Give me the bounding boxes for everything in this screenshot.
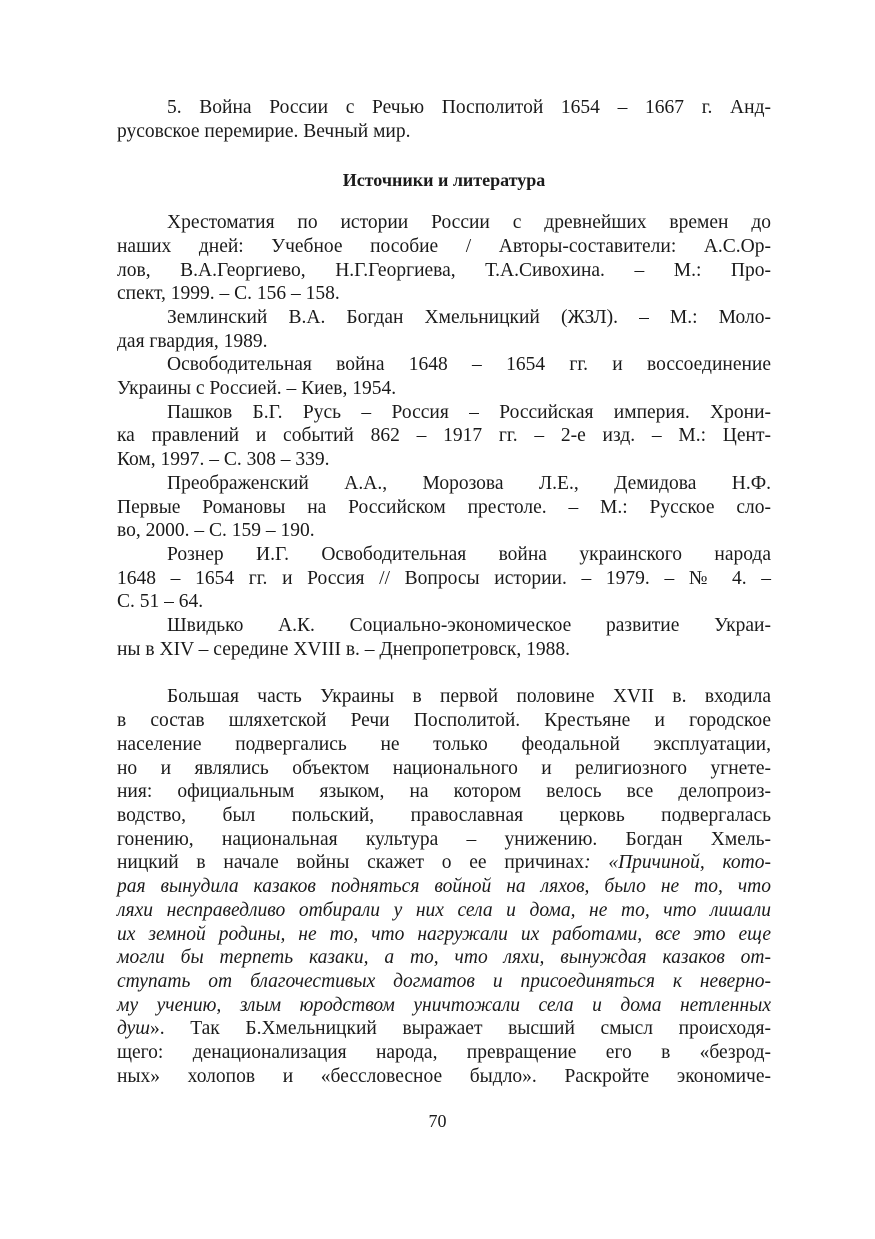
page-content	[117, 96, 771, 1088]
body-line: население подвергались не только феодальной эксплуатации,	[117, 733, 771, 755]
body-line: Большая часть Украины в первой половине XVII в. входила	[167, 686, 771, 708]
body-paragraph	[117, 685, 771, 1088]
quote-line: ступать от благочестивых догматов и присоединяться к неверно-	[117, 970, 771, 992]
source-line: во, 2000. – С. 159 – 190.	[117, 520, 315, 542]
source-line: Украины с Россией. – Киев, 1954.	[117, 378, 397, 400]
source-entry	[117, 306, 771, 353]
quote-line: му учению, злым юродством уничтожали села и дома нетленных	[117, 994, 771, 1016]
source-line: 1648 – 1654 гг. и Россия // Вопросы истории. – 1979. – № 4. –	[117, 567, 771, 589]
source-line: Освободительная война 1648 – 1654 гг. и воссоединение	[167, 354, 771, 376]
body-line-mixed	[117, 851, 771, 875]
body-line: гонению, национальная культура – унижению. Богдан Хмель-	[117, 828, 771, 850]
source-line: Хрестоматия по истории России с древнейших времен до	[167, 212, 771, 234]
quote-line: их земной родины, не то, что нагружали их работами, все это еще	[117, 923, 771, 945]
intro-paragraph	[117, 96, 771, 143]
page-number: 70	[428, 1111, 447, 1131]
source-entry	[117, 472, 771, 543]
quote-text: : «Причиной, кото-	[584, 852, 771, 874]
source-line: Рознер И.Г. Освободительная война украинского народа	[167, 543, 771, 565]
source-line: Пашков Б.Г. Русь – Россия – Российская империя. Хрони-	[167, 401, 771, 423]
source-line: дая гвардия, 1989.	[117, 330, 268, 352]
source-entry	[117, 401, 771, 472]
quote-text: душ	[117, 1018, 150, 1040]
source-line: Швидько А.К. Социально-экономическое развитие Украи-	[167, 615, 771, 637]
body-line: ния: официальным языком, на котором велось все делопроиз-	[117, 781, 771, 803]
source-line: Ком, 1997. – С. 308 – 339.	[117, 449, 330, 471]
body-line: щего: денационализация народа, превращение его в «безрод-	[117, 1042, 771, 1064]
source-line: лов, В.А.Георгиево, Н.Г.Георгиева, Т.А.Сивохина. – М.: Про-	[117, 259, 771, 281]
body-text: ». Так Б.Хмельницкий выражает высший смысл происходя-	[149, 1018, 771, 1040]
body-text: ницкий в начале войны скажет о ее причинах	[117, 852, 585, 874]
sources-list	[117, 211, 771, 661]
source-line: ка правлений и событий 862 – 1917 гг. – 2-е изд. – М.: Цент-	[117, 425, 771, 447]
intro-line: русовское перемирие. Вечный мир.	[117, 120, 411, 142]
sources-heading: Источники и литература	[342, 170, 546, 191]
source-entry	[117, 211, 771, 306]
body-line: водство, был польский, православная церковь подвергалась	[117, 804, 771, 826]
paragraph-gap	[117, 661, 771, 685]
quote-line: могли бы терпеть казаки, а то, что ляхи, вынуждая казаков от-	[117, 947, 771, 969]
source-line: Преображенский А.А., Морозова Л.Е., Демидова Н.Ф.	[167, 472, 771, 494]
source-entry	[117, 543, 771, 614]
body-line: но и являлись объектом национального и религиозного угнете-	[117, 757, 771, 779]
source-entry	[117, 614, 771, 661]
body-line-mixed	[117, 1017, 771, 1041]
source-line: Землинский В.А. Богдан Хмельницкий (ЖЗЛ). – М.: Моло-	[167, 306, 771, 328]
source-line: наших дней: Учебное пособие / Авторы-составители: А.С.Ор-	[117, 235, 771, 257]
intro-line: 5. Война России с Речью Посполитой 1654 – 1667 г. Анд-	[167, 97, 771, 118]
quote-line: ляхи несправедливо отбирали у них села и дома, не то, что лишали	[117, 899, 771, 921]
quote-line: рая вынудила казаков подняться войной на ляхов, было не то, что	[117, 876, 771, 898]
source-line: С. 51 – 64.	[117, 591, 204, 613]
body-line: ных» холопов и «бессловесное быдло». Раскройте экономиче-	[117, 1065, 771, 1087]
source-line: Первые Романовы на Российском престоле. – М.: Русское сло-	[117, 496, 771, 518]
body-line: в состав шляхетской Речи Посполитой. Крестьяне и городское	[117, 710, 771, 732]
source-line: ны в XIV – середине XVIII в. – Днепропетровск, 1988.	[117, 638, 570, 660]
source-entry	[117, 353, 771, 400]
source-line: спект, 1999. – С. 156 – 158.	[117, 283, 340, 305]
